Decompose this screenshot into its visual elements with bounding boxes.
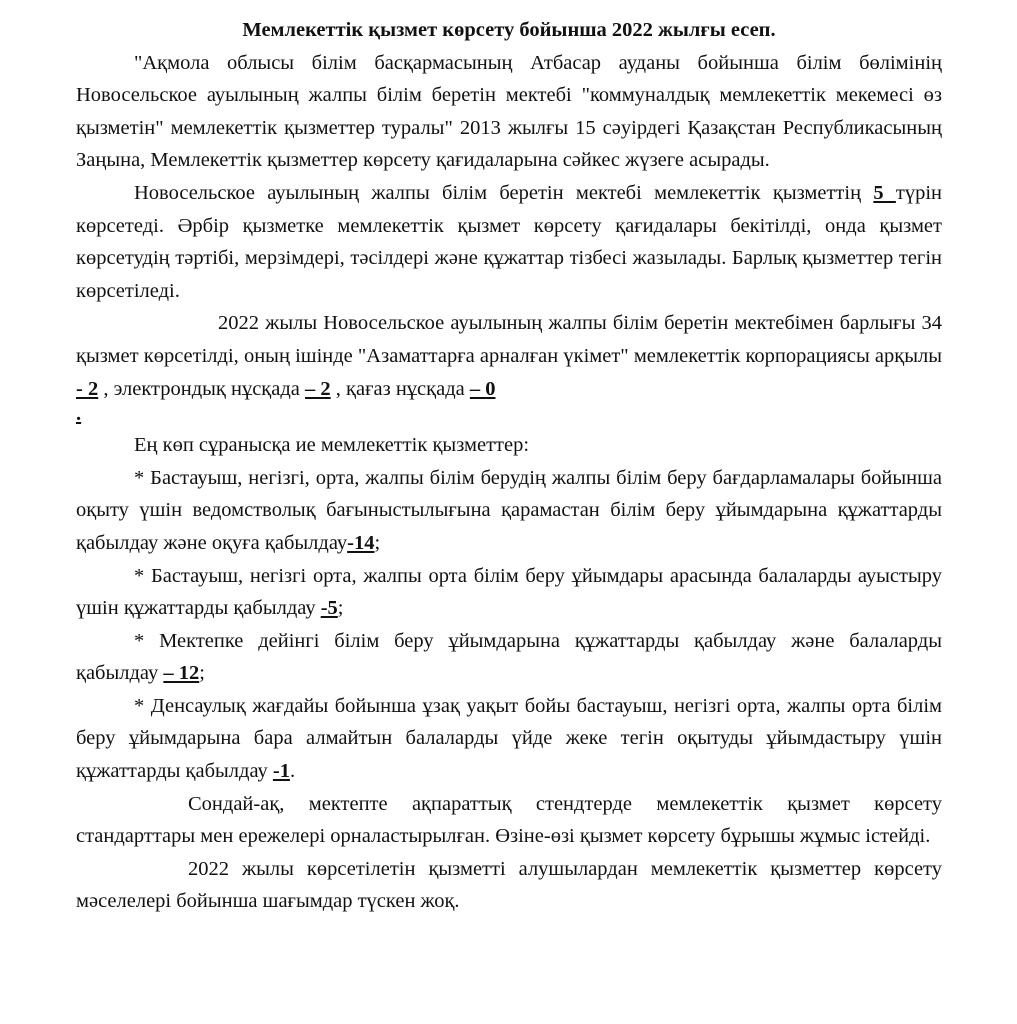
report-page (76, 14, 942, 918)
service-count-paragraph (76, 177, 942, 307)
service-item-count: – 12 (163, 662, 200, 685)
popular-services-heading: Ең көп сұранысқа ие мемлекеттік қызметтер: (134, 434, 530, 457)
service-count-text-b: түрін көрсетеді. Әрбір қызметке мемлекеттік қызмет көрсету қағидалары бекітілді, онда қызмет көрсетудің тәртібі, мерзімдері, тәсілдері және құжаттар тізбесі жазылады. Барлық қызметтер тегін көрсетіледі. (76, 181, 942, 302)
service-item: * Мектепке дейінгі білім беру ұйымдарына құжаттарды қабылдау және балаларды қабылдау – 12; (76, 629, 942, 685)
complaints-paragraph: 2022 жылы көрсетілетін қызметті алушылардан мемлекеттік қызметтер көрсету мәселелері бойынша шағымдар түскен жоқ. (76, 857, 942, 913)
stands-paragraph: Сондай-ақ, мектепте ақпараттық стендтерде мемлекеттік қызмет көрсету стандарттары мен ережелері орналастырылған. Өзіне-өзі қызмет көрсету бұрышы жұмыс істейді. (76, 792, 942, 848)
report-title: Мемлекеттік қызмет көрсету бойынша 2022 жылғы есеп. (242, 19, 776, 41)
service-item-count: -14 (347, 531, 375, 554)
electronic-count: – 2 (305, 377, 331, 400)
service-item: * Бастауыш, негізгі орта, жалпы орта білім беру ұйымдары арасында балаларды ауыстыру үшін құжаттарды қабылдау -5; (76, 564, 942, 620)
service-item-text: * Денсаулық жағдайы бойынша ұзақ уақыт бойы бастауыш, негізгі орта, жалпы орта білім беру ұйымдарына бара алмайтын балаларды үйде жеке тегін оқытуды ұйымдастыру үшін құжаттарды қабылдау (76, 694, 942, 783)
statistics-text-c: , қағаз нұсқада (330, 377, 470, 400)
service-count-number: 5 (873, 181, 896, 204)
service-item-count: -5 (320, 597, 338, 620)
service-item-text: * Мектепке дейінгі білім беру ұйымдарына құжаттарды қабылдау және балаларды қабылдау (76, 629, 942, 685)
service-item: * Бастауыш, негізгі, орта, жалпы білім берудің жалпы білім беру бағдарламалары бойынша оқыту үшін ведомстволық бағыныстылығына қарамастан білім беру ұйымдарына құжаттарды қабылдау және оқуға қабылдау-14; (76, 466, 942, 554)
service-count-text-a: Новосельское ауылының жалпы білім беретін мектебі мемлекеттік қызметтің (134, 181, 874, 204)
statistics-paragraph (76, 307, 942, 405)
paper-count: – 0 (469, 377, 496, 400)
statistics-text-b: , электрондық нұсқада (98, 377, 306, 400)
service-item-count: -1 (272, 760, 290, 783)
stray-dot: . (76, 403, 82, 426)
service-item-text: * Бастауыш, негізгі, орта, жалпы білім берудің жалпы білім беру бағдарламалары бойынша оқыту үшін ведомстволық бағыныстылығына қарамастан білім беру ұйымдарына құжаттарды қабылдау және оқуға қабылдау (76, 466, 942, 554)
corporation-count: - 2 (76, 377, 99, 400)
intro-paragraph: "Ақмола облысы білім басқармасының Атбасар ауданы бойынша білім бөлімінің Новосельское ауылының жалпы білім беретін мектебі "коммуналдық мемлекеттік мекемесі өз қызметін" мемлекеттік қызметтер туралы" 2013 жылғы 15 сәуірдегі Қазақстан Республикасының Заңына, Мемлекеттік қызметтер көрсету қағидаларына сәйкес жүзеге асырады. (76, 51, 942, 172)
service-item: * Денсаулық жағдайы бойынша ұзақ уақыт бойы бастауыш, негізгі орта, жалпы орта білім беру ұйымдарына бара алмайтын балаларды үйде жеке тегін оқытуды ұйымдастыру үшін құжаттарды қабылдау -1. (76, 694, 942, 783)
service-item-text: * Бастауыш, негізгі орта, жалпы орта білім беру ұйымдары арасында балаларды ауыстыру үшін құжаттарды қабылдау (76, 564, 942, 620)
statistics-text-a: 2022 жылы Новосельское ауылының жалпы білім беретін мектебімен барлығы 34 қызмет көрсетілді, оның ішінде "Азаматтарға арналған үкімет" мемлекеттік корпорациясы арқылы (76, 312, 942, 367)
